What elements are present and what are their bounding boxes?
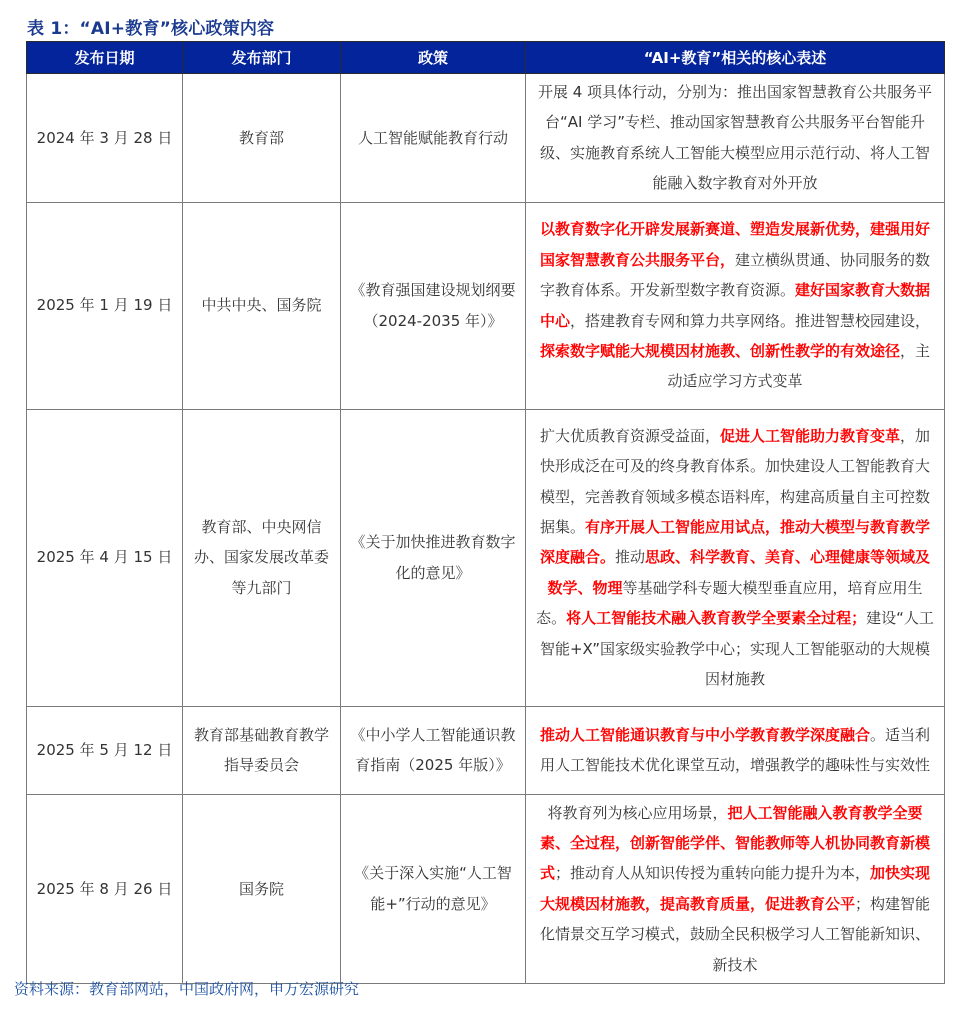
- cell-date: 2025 年 8 月 26 日: [27, 794, 183, 983]
- cell-date: 2024 年 3 月 28 日: [27, 74, 183, 203]
- cell-description: [526, 706, 945, 794]
- cell-policy: 《关于加快推进教育数字化的意见》: [341, 409, 526, 706]
- description-text: 建立横纵贯通、协同服务的数字教育体系。开发新型数字教育资源。: [539, 250, 931, 300]
- cell-date: 2025 年 4 月 15 日: [27, 409, 183, 706]
- cell-description: [526, 202, 945, 409]
- header-description: “AI+教育”相关的核心表述: [526, 42, 945, 74]
- highlighted-text: 把人工智能融入教育教学全要素、全过程，创新智能学伴、智能教师等人机协同教育新模式: [539, 803, 930, 883]
- policy-table: [26, 41, 945, 984]
- highlighted-text: 探索数字赋能大规模因材施教、创新性教学的有效途径: [539, 342, 900, 361]
- cell-department: 国务院: [183, 794, 341, 983]
- cell-policy: 《关于深入实施“人工智能+”行动的意见》: [341, 794, 526, 983]
- description-text: 等基础学科专题大模型垂直应用，培育应用生态。: [536, 578, 923, 628]
- source-note: 资料来源：教育部网站，中国政府网，申万宏源研究: [14, 980, 360, 998]
- cell-policy: 《中小学人工智能通识教育指南（2025 年版）》: [341, 706, 526, 794]
- header-date: 发布日期: [27, 42, 183, 74]
- table-header-row: [27, 42, 945, 74]
- header-policy: 政策: [341, 42, 526, 74]
- cell-date: 2025 年 1 月 19 日: [27, 202, 183, 409]
- cell-department: 教育部: [183, 74, 341, 203]
- cell-department: 教育部、中央网信办、国家发展改革委等九部门: [183, 409, 341, 706]
- description-text: 将教育列为核心应用场景，: [547, 803, 728, 822]
- table-row: [27, 794, 945, 983]
- header-department: 发布部门: [183, 42, 341, 74]
- description-text: 扩大优质教育资源受益面，: [539, 426, 720, 445]
- table-row: [27, 409, 945, 706]
- description-text: 推动: [614, 548, 645, 567]
- description-text: 开展 4 项具体行动，分别为：推出国家智慧教育公共服务平台“AI 学习”专栏、推动国家智慧教育公共服务平台智能升级、实施教育系统人工智能大模型应用示范行动、将人工智能融入数字教育对外开放: [537, 83, 933, 193]
- cell-description: [526, 409, 945, 706]
- cell-date: 2025 年 5 月 12 日: [27, 706, 183, 794]
- highlighted-text: 推动人工智能通识教育与中小学教育教学深度融合: [539, 725, 870, 744]
- highlighted-text: 将人工智能技术融入教育教学全要素全过程；: [566, 609, 867, 628]
- description-text: ，主动适应学习方式变革: [667, 342, 931, 391]
- cell-description: [526, 794, 945, 983]
- table-row: [27, 706, 945, 794]
- description-text: 。适当利用人工智能技术优化课堂互动，增强教学的趣味性与实效性: [539, 725, 931, 775]
- description-text: 建设“人工智能+X”国家级实验教学中心；实现人工智能驱动的大规模因材施教: [539, 609, 934, 689]
- description-text: ；构建智能化情景交互学习模式，鼓励全民积极学习人工智能新知识、新技术: [539, 894, 931, 974]
- highlighted-text: 促进人工智能助力教育变革: [719, 426, 900, 445]
- cell-department: 中共中央、国务院: [183, 202, 341, 409]
- description-text: ，搭建教育专网和算力共享网络。推进智慧校园建设，: [570, 311, 931, 330]
- description-text: ；推动育人从知识传授为重转向能力提升为本，: [554, 864, 870, 883]
- table-row: [27, 202, 945, 409]
- highlighted-text: 思政、科学教育、美育、心理健康等领域及数学、物理: [547, 548, 931, 597]
- table-title: 表 1：“AI+教育”核心政策内容: [27, 19, 275, 39]
- cell-policy: 人工智能赋能教育行动: [341, 74, 526, 203]
- highlighted-text: 有序开展人工智能应用试点，推动大模型与教育教学深度融合。: [539, 518, 931, 567]
- highlighted-text: 建好国家教育大数据中心: [539, 281, 931, 330]
- highlighted-text: 以教育数字化开辟发展新赛道、塑造发展新优势，建强用好国家智慧教育公共服务平台，: [539, 220, 930, 269]
- highlighted-text: 加快实现大规模因材施教，提高教育质量，促进教育公平: [539, 864, 931, 913]
- cell-description: [526, 74, 945, 203]
- cell-policy: 《教育强国建设规划纲要（2024-2035 年）》: [341, 202, 526, 409]
- description-text: ，加快形成泛在可及的终身教育体系。加快建设人工智能教育大模型，完善教育领域多模态语料库，构建高质量自主可控数据集。: [539, 426, 931, 537]
- cell-department: 教育部基础教育教学指导委员会: [183, 706, 341, 794]
- table-row: [27, 74, 945, 203]
